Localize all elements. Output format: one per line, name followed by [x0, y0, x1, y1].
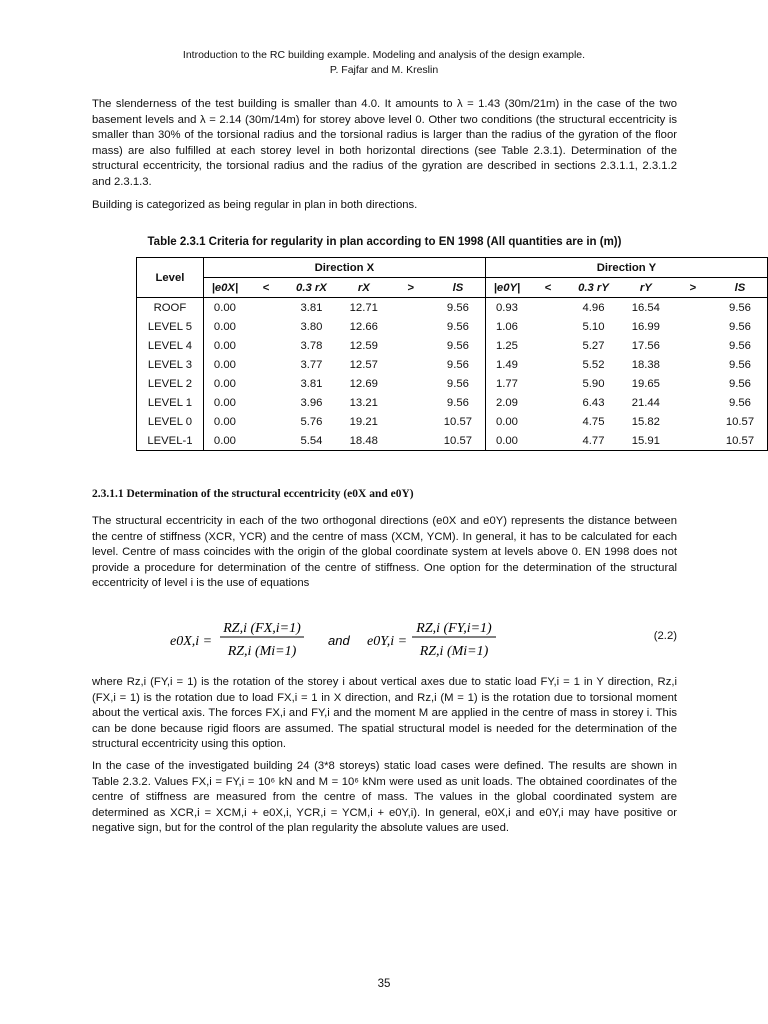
- y-value-cell: 6.43: [582, 396, 605, 409]
- y-value-cell: 15.82: [631, 415, 660, 428]
- col-level-header: Level: [137, 258, 204, 298]
- level-cell: LEVEL-1: [137, 431, 204, 451]
- y-subheader: |e0Y|: [485, 278, 528, 298]
- x-value-cell: 18.48: [337, 431, 391, 451]
- spacer-cell: [528, 374, 568, 393]
- group-header-x: Direction X: [203, 258, 485, 278]
- spacer-cell: [246, 336, 286, 355]
- x-value-cell: 12.69: [349, 377, 378, 390]
- y-value-cell: 10.57: [713, 412, 768, 431]
- y-value-cell: 19.65: [631, 377, 660, 390]
- running-header: [0, 48, 768, 78]
- level-cell: LEVEL 1: [137, 393, 204, 412]
- x-value-cell: 9.56: [431, 355, 486, 374]
- x-value-cell: 12.66: [349, 320, 378, 333]
- spacer-cell: [673, 355, 713, 374]
- spacer-cell: [391, 298, 431, 318]
- eq-and: and: [328, 633, 350, 648]
- spacer-cell: [528, 412, 568, 431]
- x-value-cell: 0.00: [203, 393, 246, 412]
- y-value-cell: 21.44: [631, 396, 660, 409]
- y-subheader: >: [673, 278, 713, 298]
- spacer-cell: [673, 393, 713, 412]
- x-value-cell: 0.00: [203, 336, 246, 355]
- y-value-cell: 9.56: [713, 298, 768, 318]
- level-cell: LEVEL 4: [137, 336, 204, 355]
- header-authors: P. Fajfar and M. Kreslin: [329, 64, 439, 76]
- spacer-cell: [391, 412, 431, 431]
- x-value-cell: 19.21: [349, 415, 378, 428]
- x-subheader: lS: [431, 278, 486, 298]
- x-value-cell: 12.71: [349, 301, 378, 314]
- y-subheader: 0.3 rY: [568, 278, 619, 298]
- eq-lhs-x: e0X,i =: [170, 634, 213, 649]
- x-value-cell: 9.56: [431, 298, 486, 318]
- table-row: [137, 336, 768, 355]
- eq-numerator-y: RZ,i (FY,i=1): [416, 621, 492, 636]
- x-value-cell: 3.81: [300, 301, 323, 314]
- spacer-cell: [391, 317, 431, 336]
- x-value-cell: 3.78: [300, 339, 323, 352]
- spacer-cell: [391, 374, 431, 393]
- y-value-cell: 9.56: [713, 355, 768, 374]
- x-value-cell: 12.59: [349, 339, 378, 352]
- x-subheader: |e0X|: [203, 278, 246, 298]
- x-value-cell: 9.56: [431, 393, 486, 412]
- spacer-cell: [246, 431, 286, 451]
- y-value-cell: 5.52: [582, 358, 605, 371]
- y-value-cell: 9.56: [713, 317, 768, 336]
- y-value-cell: 10.57: [713, 431, 768, 451]
- group-header-y: Direction Y: [485, 258, 767, 278]
- x-value-cell: 10.57: [431, 431, 486, 451]
- paragraph-rotation: where Rz,i (FY,i = 1) is the rotation of the storey i about vertical axes due to static load FY,i = 1 in Y direction, Rz,i (FX,i = 1) is the rotation due to load FX,i = 1 in X direction, and Rz,i (M = 1) is the rotation due to torsional moment about the vertical axis. The forces FX,i and FY,i and the moment M are applied in the centre of mass in storey i. This can be done because rigid floors are assumed. The spatial structural model is needed for the determination of the structural eccentricity using this option.: [92, 676, 677, 751]
- y-value-cell: 18.38: [631, 358, 660, 371]
- spacer-cell: [246, 298, 286, 318]
- spacer-cell: [673, 317, 713, 336]
- spacer-cell: [528, 317, 568, 336]
- spacer-cell: [246, 317, 286, 336]
- x-value-cell: 5.76: [300, 415, 323, 428]
- spacer-cell: [391, 393, 431, 412]
- level-cell: LEVEL 5: [137, 317, 204, 336]
- level-cell: LEVEL 0: [137, 412, 204, 431]
- y-value-cell: 4.75: [582, 415, 605, 428]
- spacer-cell: [391, 336, 431, 355]
- x-subheader: rX: [337, 278, 391, 298]
- y-value-cell: 2.09: [485, 393, 528, 412]
- x-value-cell: 9.56: [431, 374, 486, 393]
- spacer-cell: [528, 393, 568, 412]
- spacer-cell: [528, 431, 568, 451]
- paragraph-load-cases: In the case of the investigated building 24 (3*8 storeys) static load cases were defined. The results are shown in Table 2.3.2. Values FX,i = FY,i = 10⁶ kN and M = 10⁶ kNm were used as unit loads. The obtained coordinates of the centre of stiffness are measured from the centre of mass. The values in the global coordinated system are determined as XCR,i = XCM,i + e0X,i, YCR,i = YCM,i + e0Y,i). In general, e0X,i and e0Y,i may have positive or negative sign, but for the control of the plan regularity the absolute values are used.: [92, 760, 677, 835]
- x-subheader: 0.3 rX: [286, 278, 337, 298]
- y-value-cell: 1.06: [485, 317, 528, 336]
- equation-graphic: [92, 618, 677, 662]
- eq-numerator-x: RZ,i (FX,i=1): [223, 621, 301, 636]
- regularity-table: [136, 257, 768, 451]
- y-value-cell: 4.77: [568, 431, 619, 451]
- x-value-cell: 9.56: [431, 317, 486, 336]
- spacer-cell: [673, 298, 713, 318]
- y-value-cell: 9.56: [713, 393, 768, 412]
- y-value-cell: 9.56: [713, 374, 768, 393]
- spacer-cell: [673, 374, 713, 393]
- y-value-cell: 0.00: [485, 431, 528, 451]
- spacer-cell: [246, 355, 286, 374]
- x-value-cell: 9.56: [431, 336, 486, 355]
- spacer-cell: [528, 355, 568, 374]
- x-value-cell: 3.96: [300, 396, 323, 409]
- spacer-cell: [528, 336, 568, 355]
- x-value-cell: 0.00: [203, 298, 246, 318]
- eq-denominator-x: RZ,i (Mi=1): [227, 644, 297, 659]
- level-cell: LEVEL 3: [137, 355, 204, 374]
- level-cell: LEVEL 2: [137, 374, 204, 393]
- y-value-cell: 5.90: [582, 377, 605, 390]
- y-value-cell: 9.56: [713, 336, 768, 355]
- eq-denominator-y: RZ,i (Mi=1): [419, 644, 489, 659]
- x-value-cell: 0.00: [203, 374, 246, 393]
- table-row: [137, 355, 768, 374]
- x-value-cell: 10.57: [431, 412, 486, 431]
- paragraph-slenderness: The slenderness of the test building is smaller than 4.0. It amounts to λ = 1.43 (30m/21m) in the case of the two basement levels and λ = 2.14 (30m/14m) for storey above level 0. Other two conditions (the structural eccentricity is smaller than 30% of the torsional radius and the torsional radius is larger than the radius of the gyration of the floor mass) are also fulfilled at each storey level in both horizontal directions (see Table 2.3.1). Determination of the structural eccentricity, the torsional radius and the radius of the gyration are described in sections 2.3.1.1, 2.3.1.2 and 2.3.1.3.: [92, 98, 677, 188]
- paragraph-eccentricity: The structural eccentricity in each of the two orthogonal directions (e0X and e0Y) represents the distance between the centre of stiffness (XCR, YCR) and the centre of mass (XCM, YCM). In general, it has to be calculated for each level. Centre of mass coincides with the origin of the global coordinate system at levels above 0. EN 1998 does not provide a procedure for determination of the centre of stiffness. One option for the determination of the structural eccentricity of level i is the use of equations: [92, 515, 677, 590]
- table-row: [137, 374, 768, 393]
- intro-section: [92, 97, 677, 220]
- y-value-cell: 17.56: [631, 339, 660, 352]
- table-caption: Table 2.3.1 Criteria for regularity in plan according to EN 1998 (All quantities are in (m)): [147, 236, 622, 248]
- x-value-cell: 5.54: [286, 431, 337, 451]
- spacer-cell: [246, 412, 286, 431]
- header-title: Introduction to the RC building example. Modeling and analysis of the design example.: [182, 49, 586, 61]
- page-number: 35: [377, 978, 391, 990]
- x-value-cell: 3.80: [300, 320, 323, 333]
- y-subheader: lS: [713, 278, 768, 298]
- spacer-cell: [246, 374, 286, 393]
- x-subheader: <: [246, 278, 286, 298]
- y-value-cell: 16.54: [631, 301, 660, 314]
- spacer-cell: [391, 355, 431, 374]
- y-value-cell: 4.96: [582, 301, 605, 314]
- x-value-cell: 0.00: [203, 412, 246, 431]
- x-value-cell: 3.81: [300, 377, 323, 390]
- x-value-cell: 0.00: [203, 317, 246, 336]
- equation-number: (2.2): [653, 630, 677, 642]
- level-cell: ROOF: [137, 298, 204, 318]
- paragraph-regular-plan: Building is categorized as being regular in plan in both directions.: [92, 198, 418, 211]
- spacer-cell: [246, 393, 286, 412]
- spacer-cell: [673, 336, 713, 355]
- eccentricity-section: [92, 514, 677, 599]
- table-row: [137, 317, 768, 336]
- spacer-cell: [391, 431, 431, 451]
- x-value-cell: 0.00: [203, 355, 246, 374]
- x-value-cell: 0.00: [203, 431, 246, 451]
- section-heading: 2.3.1.1 Determination of the structural eccentricity (e0X and e0Y): [92, 488, 414, 500]
- y-value-cell: 0.93: [485, 298, 528, 318]
- table-row: [137, 298, 768, 318]
- y-value-cell: 16.99: [631, 320, 660, 333]
- table-row: [137, 412, 768, 431]
- spacer-cell: [673, 412, 713, 431]
- spacer-cell: [673, 431, 713, 451]
- x-value-cell: 12.57: [349, 358, 378, 371]
- y-subheader: <: [528, 278, 568, 298]
- load-cases-section: [92, 759, 677, 844]
- rotation-section: [92, 675, 677, 760]
- spacer-cell: [528, 298, 568, 318]
- x-value-cell: 3.77: [300, 358, 323, 371]
- y-value-cell: 1.77: [485, 374, 528, 393]
- y-subheader: rY: [619, 278, 673, 298]
- y-value-cell: 5.10: [582, 320, 605, 333]
- x-subheader: >: [391, 278, 431, 298]
- y-value-cell: 1.25: [485, 336, 528, 355]
- table-row: [137, 431, 768, 451]
- y-value-cell: 15.91: [619, 431, 673, 451]
- x-value-cell: 13.21: [349, 396, 378, 409]
- y-value-cell: 1.49: [485, 355, 528, 374]
- table-row: [137, 393, 768, 412]
- eq-lhs-y: e0Y,i =: [367, 634, 408, 649]
- y-value-cell: 5.27: [582, 339, 605, 352]
- y-value-cell: 0.00: [485, 412, 528, 431]
- equation-2-2: [92, 618, 677, 662]
